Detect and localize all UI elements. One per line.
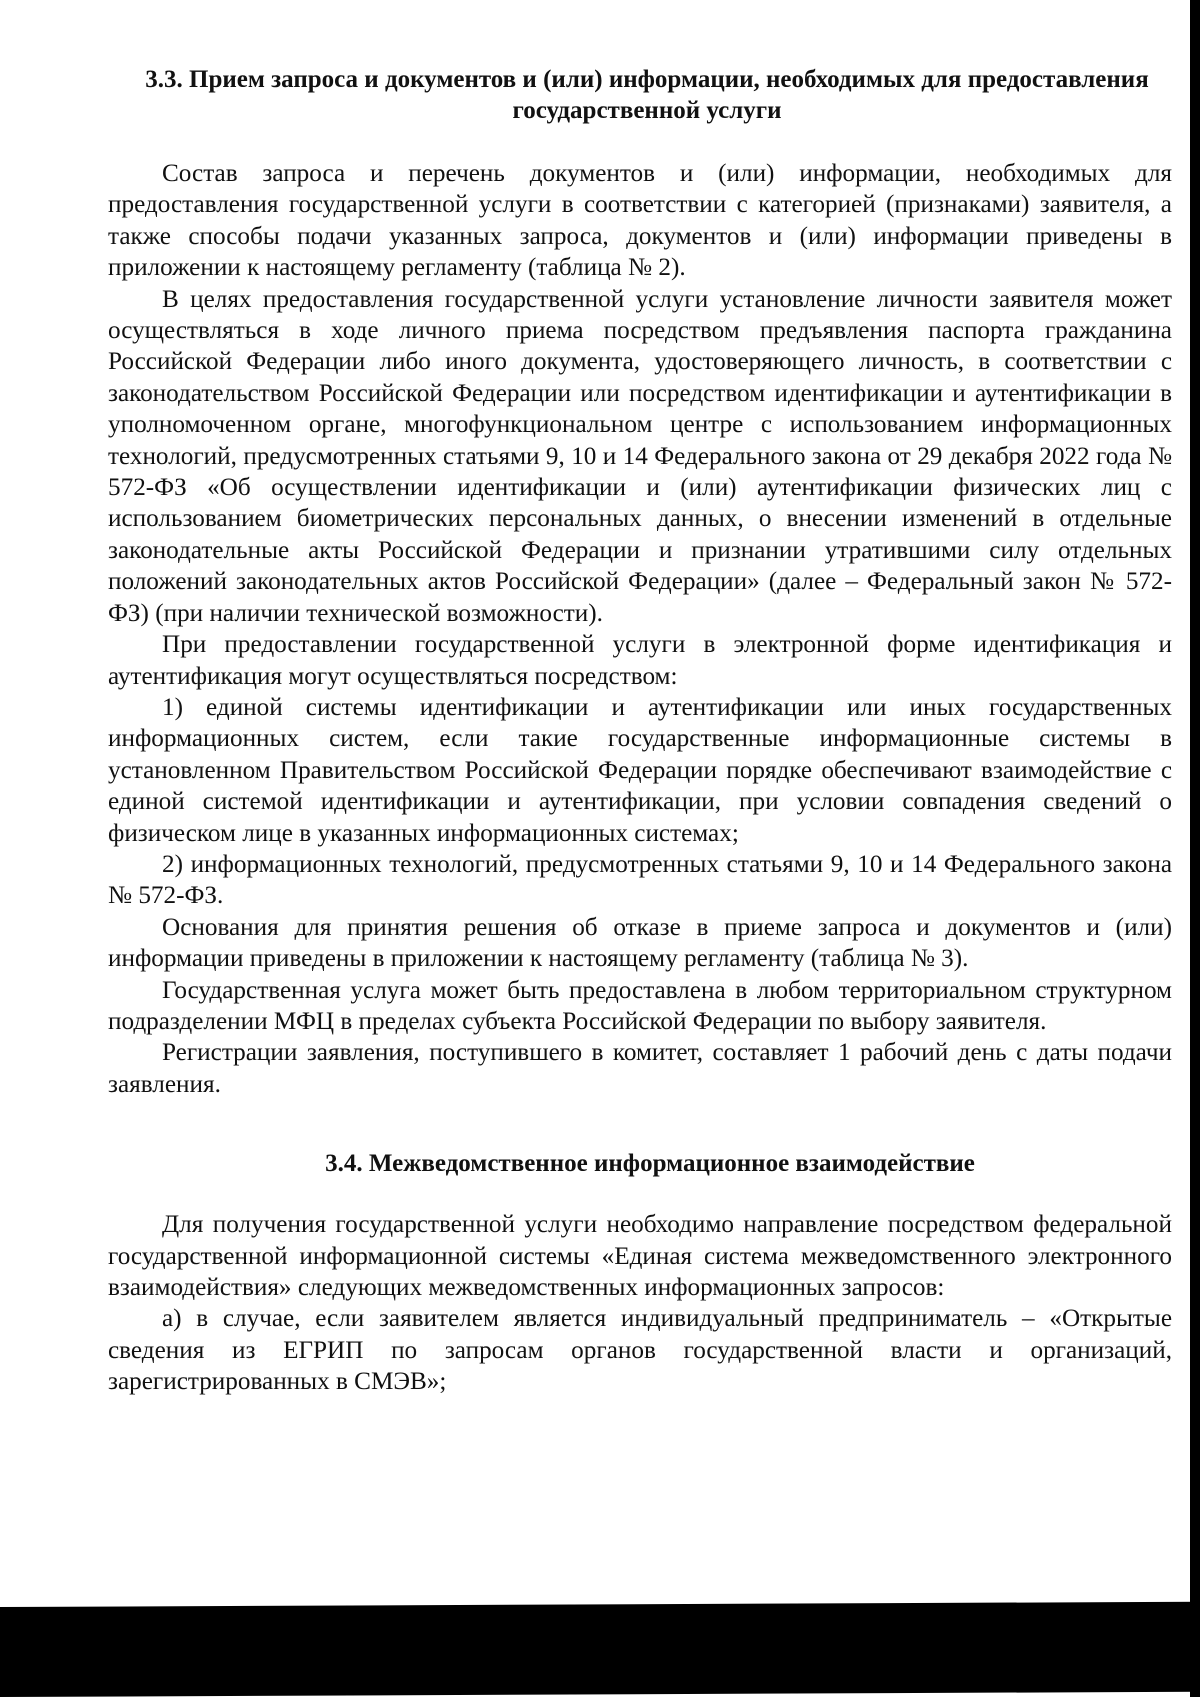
section-3-3-list-item: 1) единой системы идентификации и аутентификации или иных государственных информационных систем, если такие государственные информационные системы в установленном Правительством Российской Федерации порядке обеспечивают взаимодействие с единой системой идентификации и аутентификации, при условии совпадения сведений о физическом лице в указанных информационных системах; xyxy=(108,693,1172,847)
section-3-4-heading: 3.4. Межведомственное информационное взаимодействие xyxy=(325,1150,975,1178)
scan-edge-right xyxy=(1190,0,1200,1697)
section-3-4-list-item: а) в случае, если заявителем является индивидуальный предприниматель – «Открытые сведения из ЕГРИП по запросам органов государственной власти и организаций, зарегистрированных в СМЭВ»; xyxy=(108,1305,1172,1396)
section-3-3-heading: 3.3. Прием запроса и документов и (или) информации, необходимых для предоставления государственной услуги xyxy=(145,66,1149,124)
section-3-3-list-item: 2) информационных технологий, предусмотренных статьями 9, 10 и 14 Федерального закона № 572-ФЗ. xyxy=(108,850,1172,910)
section-3-3 xyxy=(108,64,1172,1100)
section-3-3-paragraph: Основания для принятия решения об отказе в приеме запроса и документов и (или) информации приведены в приложении к настоящему регламенту (таблица № 3). xyxy=(108,913,1172,973)
scan-edge-bottom xyxy=(0,1602,1200,1697)
section-3-3-paragraph: Состав запроса и перечень документов и (или) информации, необходимых для предоставления государственной услуги в соответствии с категорией (признаками) заявителя, а также способы подачи указанных запроса, документов и (или) информации приведены в приложении к настоящему регламенту (таблица № 2). xyxy=(108,160,1172,282)
section-3-4-paragraph: Для получения государственной услуги необходимо направление посредством федеральной государственной информационной системы «Единая система межведомственного электронного взаимодействия» следующих межведомственных информационных запросов: xyxy=(108,1211,1172,1301)
section-3-3-paragraph: В целях предоставления государственной услуги установление личности заявителя может осуществляться в ходе личного приема посредством предъявления паспорта гражданина Российской Федерации либо иного документа, удостоверяющего личность, в соответствии с законодательством Российской Федерации или посредством идентификации и аутентификации в уполномоченном органе, многофункциональном центре с использованием информационных технологий, предусмотренных статьями 9, 10 и 14 Федерального закона от 29 декабря 2022 года № 572-ФЗ «Об осуществлении идентификации и (или) аутентификации физических лиц с использованием биометрических персональных данных, о внесении изменений в отдельные законодательные акты Российской Федерации и признании утратившими силу отдельных положений законодательных актов Российской Федерации» (далее – Федеральный закон № 572-ФЗ) (при наличии технической возможности). xyxy=(108,285,1172,627)
section-3-4 xyxy=(108,1148,1172,1397)
section-3-3-paragraph: Регистрации заявления, поступившего в комитет, составляет 1 рабочий день с даты подачи заявления. xyxy=(108,1039,1172,1098)
section-3-3-paragraph: При предоставлении государственной услуги в электронной форме идентификация и аутентификация могут осуществляться посредством: xyxy=(108,631,1172,690)
section-3-3-paragraph: Государственная услуга может быть предоставлена в любом территориальном структурном подразделении МФЦ в пределах субъекта Российской Федерации по выбору заявителя. xyxy=(108,976,1172,1035)
document-page xyxy=(108,64,1172,1398)
